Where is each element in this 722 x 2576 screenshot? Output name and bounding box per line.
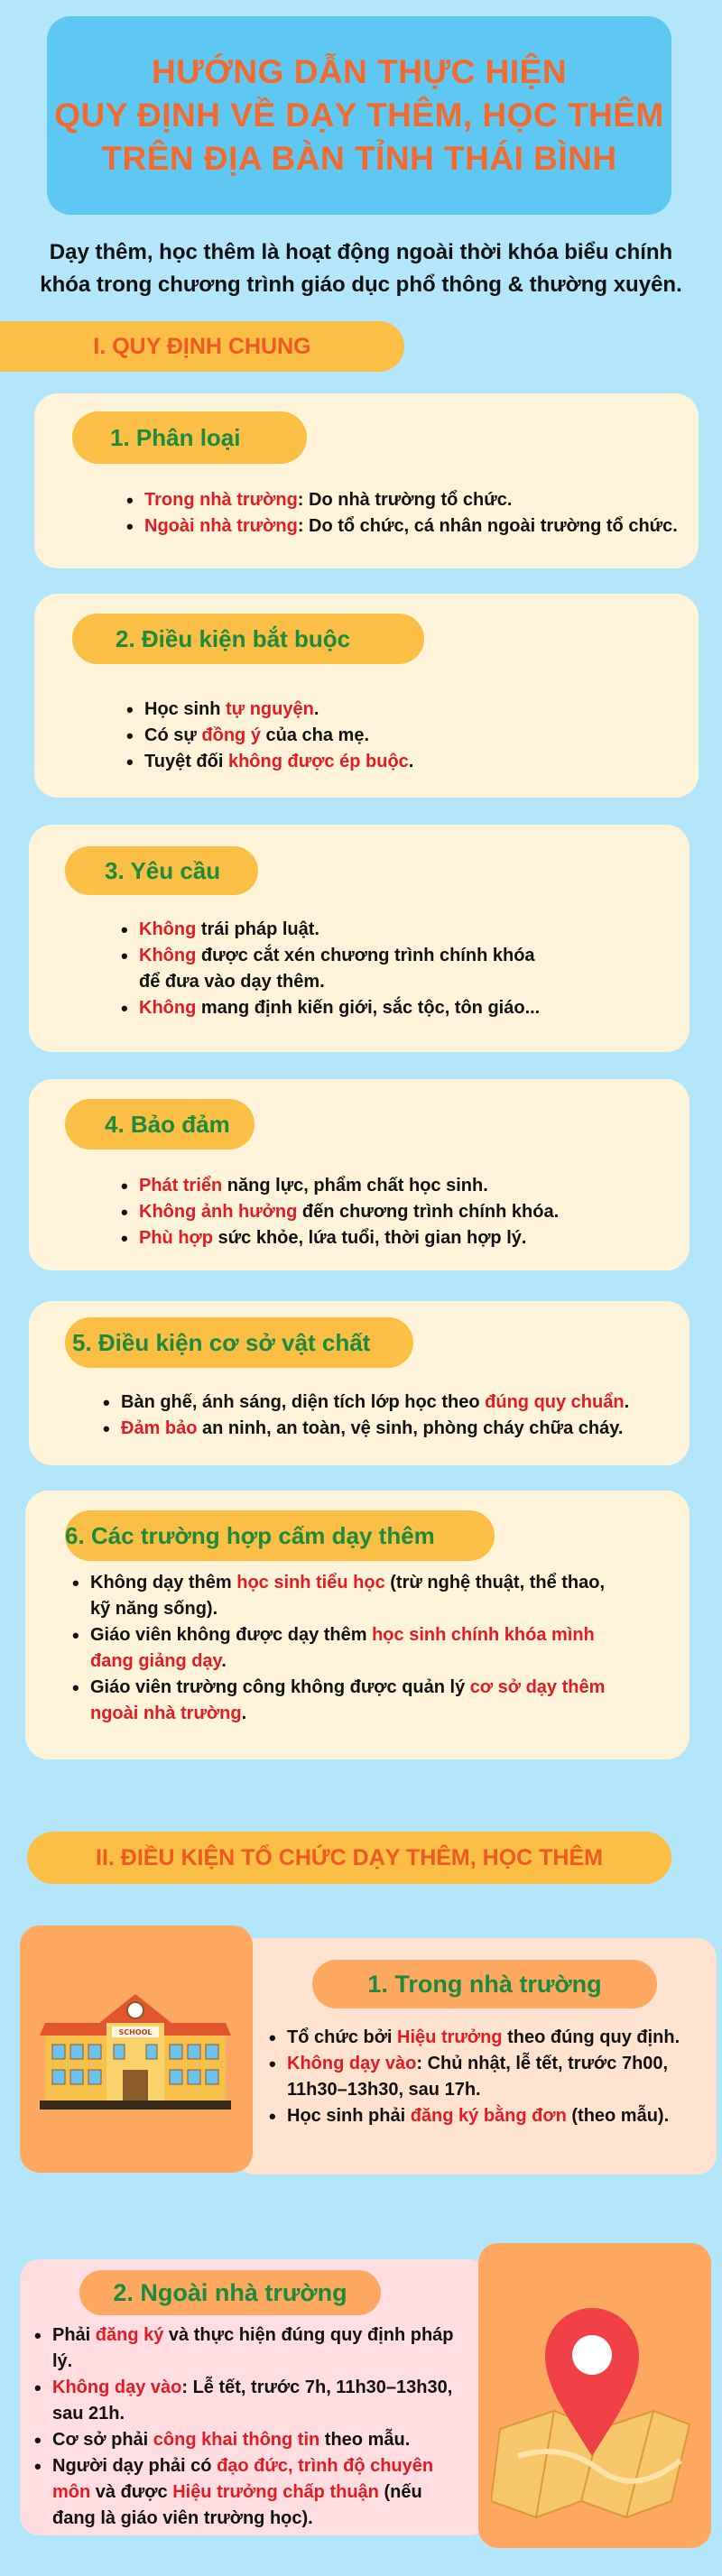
out-school-panel [20, 2259, 489, 2535]
school-building-icon [27, 1980, 244, 2115]
list-item: • Phải đăng ký và thực hiện đúng quy định pháp lý. [32, 2322, 484, 2375]
card-facilities-title: 5. Điều kiện cơ sở vật chất [65, 1317, 413, 1368]
card-mandatory-conditions [34, 594, 699, 798]
in-school-list [267, 2025, 709, 2129]
school-illustration-panel [20, 1925, 253, 2173]
list-item: • Không trái pháp luật. [119, 917, 679, 943]
section1-title: I. QUY ĐỊNH CHUNG [0, 321, 404, 372]
header-title-line2: QUY ĐỊNH VỀ DẠY THÊM, HỌC THÊM [54, 97, 664, 134]
list-item: • Trong nhà trường: Do nhà trường tổ chức. [125, 487, 693, 513]
list-item: • Tổ chức bởi Hiệu trưởng theo đúng quy định. [267, 2025, 709, 2051]
list-item: • Học sinh tự nguyện. [125, 697, 684, 723]
card-classification-list [125, 487, 693, 540]
in-school-title: 1. Trong nhà trường [312, 1960, 657, 2008]
card-requirements [29, 825, 690, 1052]
list-item: • Không dạy thêm học sinh tiểu học (trừ nghệ thuật, thể thao, kỹ năng sống). [70, 1570, 684, 1622]
intro-line1: Dạy thêm, học thêm là hoạt động ngoài thời khóa biểu chính [49, 240, 673, 264]
list-item: • Không được cắt xén chương trình chính khóa để đưa vào dạy thêm. [119, 943, 679, 995]
card-mandatory-conditions-list [125, 697, 684, 775]
list-item: • Giáo viên không được dạy thêm học sinh chính khóa mình đang giảng dạy. [70, 1622, 684, 1675]
card-mandatory-conditions-title: 2. Điều kiện bắt buộc [72, 614, 424, 664]
out-school-list [32, 2322, 484, 2532]
section2-title: II. ĐIỀU KIỆN TỔ CHỨC DẠY THÊM, HỌC THÊM [27, 1832, 671, 1884]
map-pin-icon [491, 2276, 699, 2519]
card-prohibited-cases [25, 1491, 690, 1759]
card-guarantees-list [119, 1173, 679, 1251]
list-item: • Học sinh phải đăng ký bằng đơn (theo mẫu). [267, 2103, 709, 2129]
list-item: • Không ảnh hưởng đến chương trình chính khóa. [119, 1199, 679, 1225]
list-item: • Cơ sở phải công khai thông tin theo mẫu. [32, 2427, 484, 2453]
intro-line2: khóa trong chương trình giáo dục phổ thông & thường xuyên. [40, 272, 682, 297]
card-facilities-list [101, 1390, 688, 1442]
card-guarantees-title: 4. Bảo đảm [65, 1099, 255, 1150]
card-requirements-title: 3. Yêu cầu [65, 846, 258, 895]
list-item: • Người dạy phải có đạo đức, trình độ chuyên môn và được Hiệu trưởng chấp thuận (nếu đang là giáo viên trường học). [32, 2453, 484, 2532]
list-item: • Có sự đồng ý của cha mẹ. [125, 723, 684, 749]
card-classification-title: 1. Phân loại [72, 411, 307, 464]
list-item: • Không dạy vào: Lễ tết, trước 7h, 11h30–13h30, sau 21h. [32, 2375, 484, 2427]
card-classification [34, 393, 699, 568]
header-banner [47, 16, 671, 215]
list-item: • Đảm bảo an ninh, an toàn, vệ sinh, phòng cháy chữa cháy. [101, 1416, 688, 1442]
list-item: • Tuyệt đối không được ép buộc. [125, 749, 684, 775]
map-illustration-panel [478, 2243, 711, 2548]
school-sign: SCHOOL [118, 2028, 153, 2036]
card-prohibited-cases-title: 6. Các trường hợp cấm dạy thêm [65, 1510, 495, 1561]
card-guarantees [29, 1079, 690, 1270]
list-item: • Phù hợp sức khỏe, lứa tuổi, thời gian hợp lý. [119, 1225, 679, 1251]
card-requirements-list [119, 917, 679, 1021]
card-facilities [29, 1301, 690, 1465]
list-item: • Phát triển năng lực, phẩm chất học sinh. [119, 1173, 679, 1199]
list-item: • Không dạy vào: Chủ nhật, lễ tết, trước 7h00, 11h30–13h30, sau 17h. [267, 2051, 709, 2103]
out-school-title: 2. Ngoài nhà trường [79, 2270, 381, 2315]
in-school-panel [235, 1938, 717, 2174]
list-item: • Ngoài nhà trường: Do tổ chức, cá nhân ngoài trường tổ chức. [125, 513, 693, 540]
list-item: • Không mang định kiến giới, sắc tộc, tôn giáo... [119, 995, 679, 1021]
intro-text [18, 236, 704, 301]
header-title-line1: HƯỚNG DẪN THỰC HIỆN [151, 53, 568, 90]
card-prohibited-cases-list [70, 1570, 684, 1727]
list-item: • Bàn ghế, ánh sáng, diện tích lớp học theo đúng quy chuẩn. [101, 1390, 688, 1416]
header-title-line3: TRÊN ĐỊA BÀN TỈNH THÁI BÌNH [101, 140, 617, 177]
list-item: • Giáo viên trường công không được quản lý cơ sở dạy thêm ngoài nhà trường. [70, 1675, 684, 1727]
